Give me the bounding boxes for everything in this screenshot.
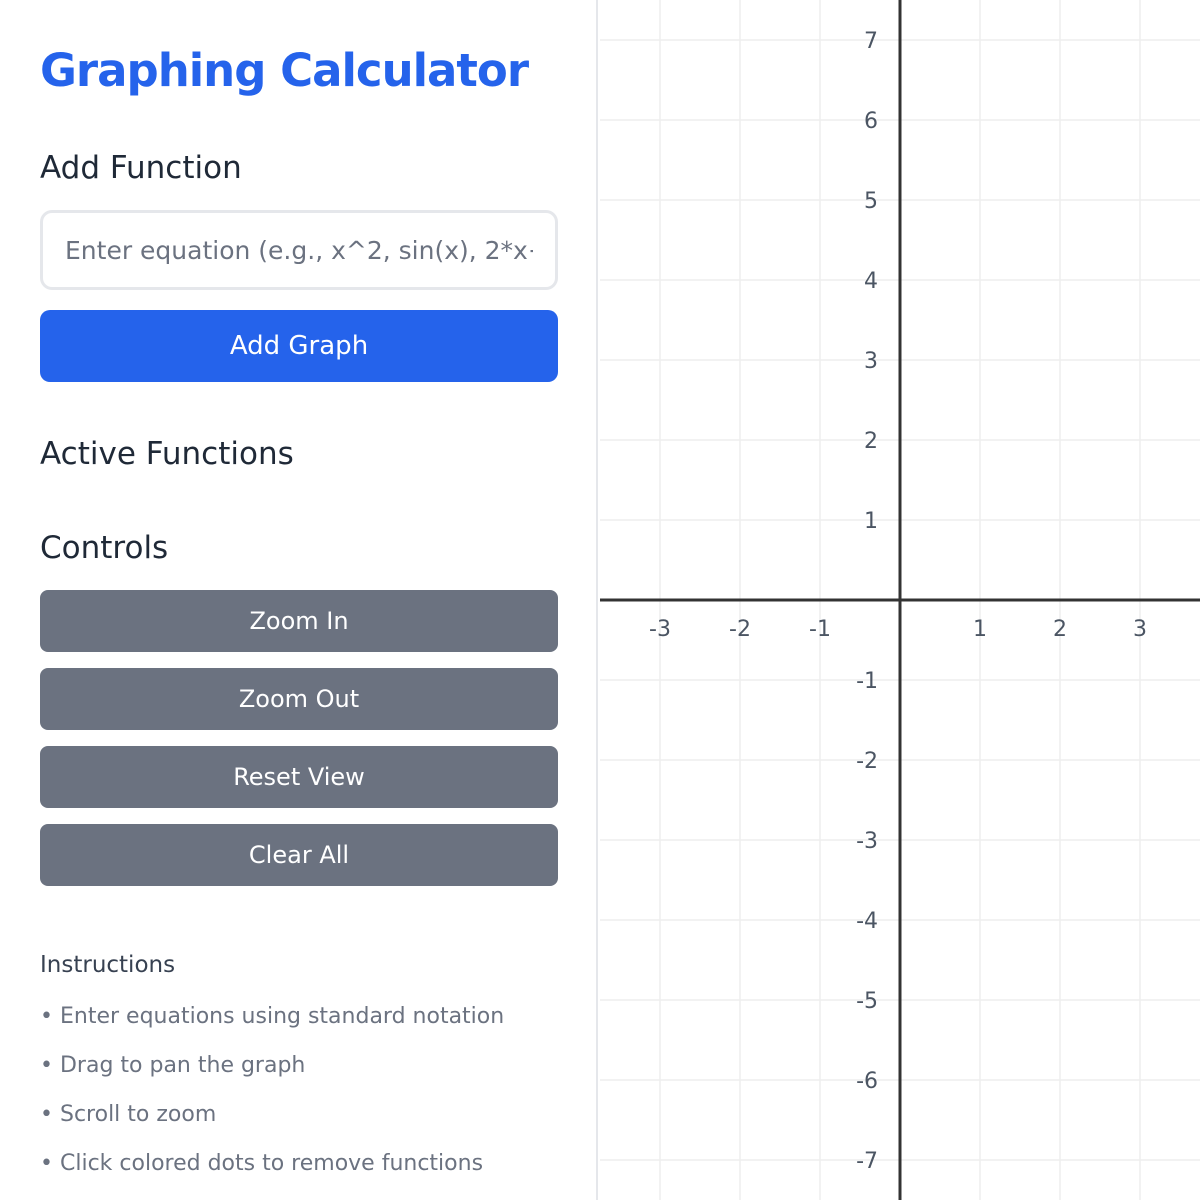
instructions-list xyxy=(40,1004,504,1200)
y-tick-label: 2 xyxy=(864,429,878,454)
y-tick-label: 6 xyxy=(864,109,878,134)
y-tick-label: -3 xyxy=(856,829,878,854)
y-tick-label: -6 xyxy=(856,1069,878,1094)
y-tick-label: 4 xyxy=(864,269,878,294)
clear-all-button[interactable]: Clear All xyxy=(40,824,558,886)
y-tick-label: 7 xyxy=(864,29,878,54)
add-function-heading: Add Function xyxy=(40,150,242,186)
zoom-in-button[interactable]: Zoom In xyxy=(40,590,558,652)
y-tick-label: -2 xyxy=(856,749,878,774)
y-tick-label: 3 xyxy=(864,349,878,374)
y-tick-label: -4 xyxy=(856,909,878,934)
y-tick-label: 1 xyxy=(864,509,878,534)
x-tick-label: -1 xyxy=(809,617,831,642)
reset-view-button[interactable]: Reset View xyxy=(40,746,558,808)
x-tick-label: 1 xyxy=(973,617,987,642)
y-tick-label: 5 xyxy=(864,189,878,214)
app-title: Graphing Calculator xyxy=(40,44,529,97)
instruction-item: • Scroll to zoom xyxy=(40,1102,504,1151)
controls-heading: Controls xyxy=(40,530,169,566)
graph-panel[interactable] xyxy=(600,0,1200,1200)
x-tick-label: -2 xyxy=(729,617,751,642)
y-tick-label: -5 xyxy=(856,989,878,1014)
sidebar xyxy=(0,0,598,1200)
instructions-heading: Instructions xyxy=(40,952,176,978)
y-tick-label: -1 xyxy=(856,669,878,694)
active-functions-heading: Active Functions xyxy=(40,436,294,472)
y-tick-label: -7 xyxy=(856,1149,878,1174)
graph-canvas[interactable] xyxy=(600,0,1200,1200)
instruction-item: • Enter equations using standard notation xyxy=(40,1004,504,1053)
x-tick-label: -3 xyxy=(649,617,671,642)
instruction-item: • Click colored dots to remove functions xyxy=(40,1151,504,1200)
add-graph-button[interactable]: Add Graph xyxy=(40,310,558,382)
zoom-out-button[interactable]: Zoom Out xyxy=(40,668,558,730)
x-tick-label: 3 xyxy=(1133,617,1147,642)
equation-input[interactable] xyxy=(40,210,558,290)
instruction-item: • Drag to pan the graph xyxy=(40,1053,504,1102)
x-tick-label: 2 xyxy=(1053,617,1067,642)
